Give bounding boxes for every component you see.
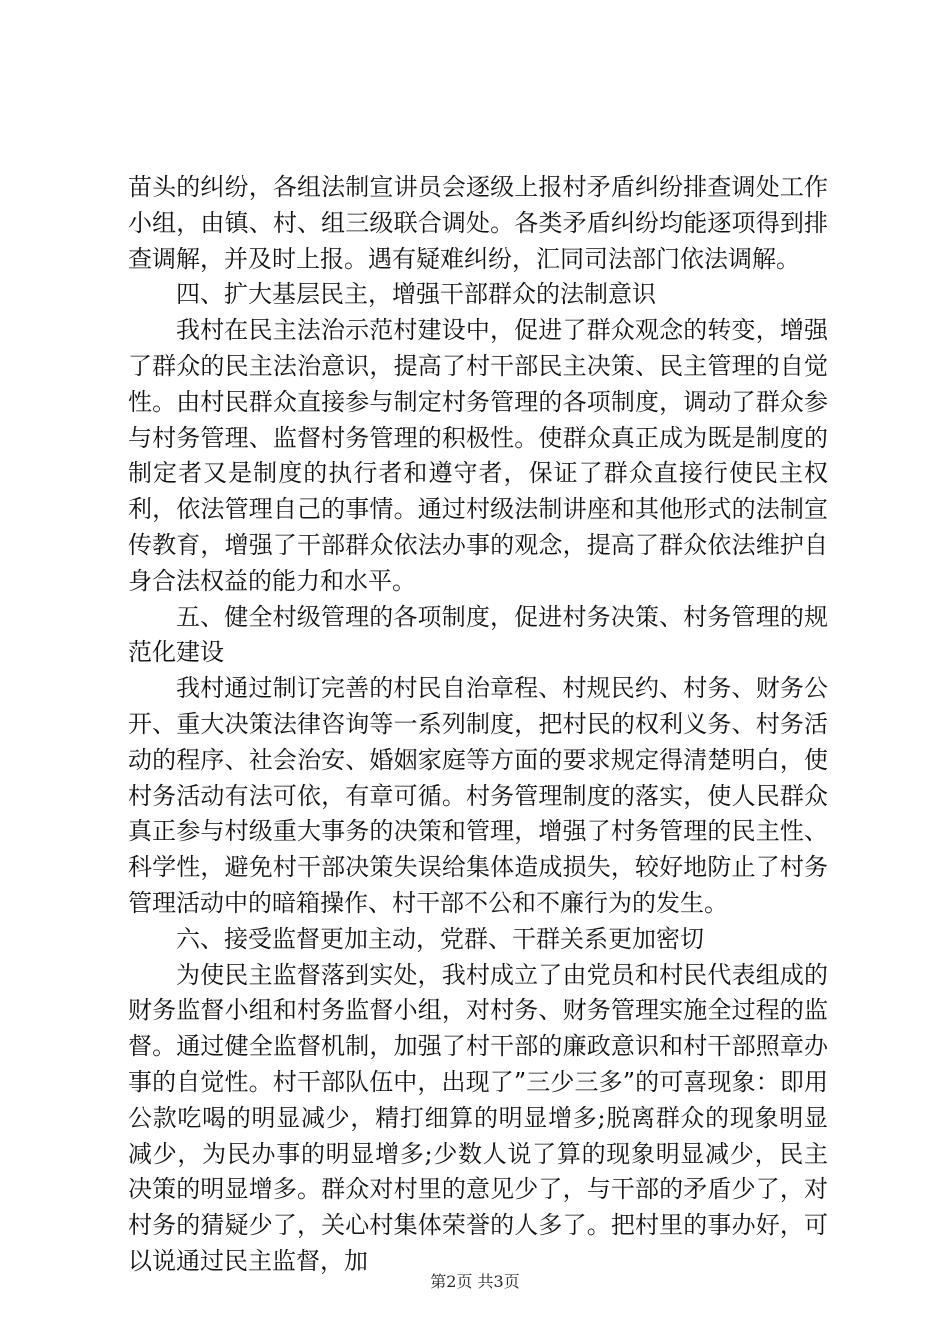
paragraph-regulations: 我村通过制订完善的村民自治章程、村规民约、村务、财务公开、重大决策法律咨询等一系列制度，把村民的权利义务、村务活动的程序、社会治安、婚姻家庭等方面的要求规定得清楚明白，使村务活动有法可依，有章可循。村务管理制度的落实，使人民群众真正参与村级重大事务的决策和管理，增强了村务管理的民主性、科学性，避免村干部决策失误给集体造成损失，较好地防止了村务管理活动中的暗箱操作、村干部不公和不廉行为的发生。 [128,674,828,917]
document-body [128,170,828,1280]
paragraph-dispute-continuation: 苗头的纠纷，各组法制宣讲员会逐级上报村矛盾纠纷排查调处工作小组，由镇、村、组三级联合调处。各类矛盾纠纷均能逐项得到排查调解，并及时上报。遇有疑难纠纷，汇同司法部门依法调解。 [128,173,828,273]
section-heading-four: 四、扩大基层民主，增强干部群众的法制意识 [176,280,656,309]
paragraph-supervision: 为使民主监督落到实处，我村成立了由党员和村民代表组成的财务监督小组和村务监督小组，对村务、财务管理实施全过程的监督。通过健全监督机制，加强了村干部的廉政意识和村干部照章办事的自觉性。村干部队伍中，出现了”三少三多”的可喜现象：即用公款吃喝的明显减少，精打细算的明显增多;脱离群众的现象明显减少，为民办事的明显增多;少数人说了算的现象明显减少，民主决策的明显增多。群众对村里的意见少了，与干部的矛盾少了，对村务的猜疑少了，关心村集体荣誉的人多了。把村里的事办好，可以说通过民主监督，加 [128,960,828,1275]
section-heading-five: 五、健全村级管理的各项制度，促进村务决策、村务管理的规范化建设 [128,602,828,667]
paragraph-democracy: 我村在民主法治示范村建设中，促进了群众观念的转变，增强了群众的民主法治意识，提高了村干部民主决策、民主管理的自觉性。由村民群众直接参与制定村务管理的各项制度，调动了群众参与村务管理、监督村务管理的积极性。使群众真正成为既是制度的制定者又是制度的执行者和遵守者，保证了群众直接行使民主权利，依法管理自己的事情。通过村级法制讲座和其他形式的法制宣传教育，增强了干部群众依法办事的观念，提高了群众依法维护自身合法权益的能力和水平。 [128,316,828,595]
page-number-footer: 第2页 共3页 [430,1272,520,1291]
section-heading-six: 六、接受监督更加主动，党群、干群关系更加密切 [176,924,704,953]
